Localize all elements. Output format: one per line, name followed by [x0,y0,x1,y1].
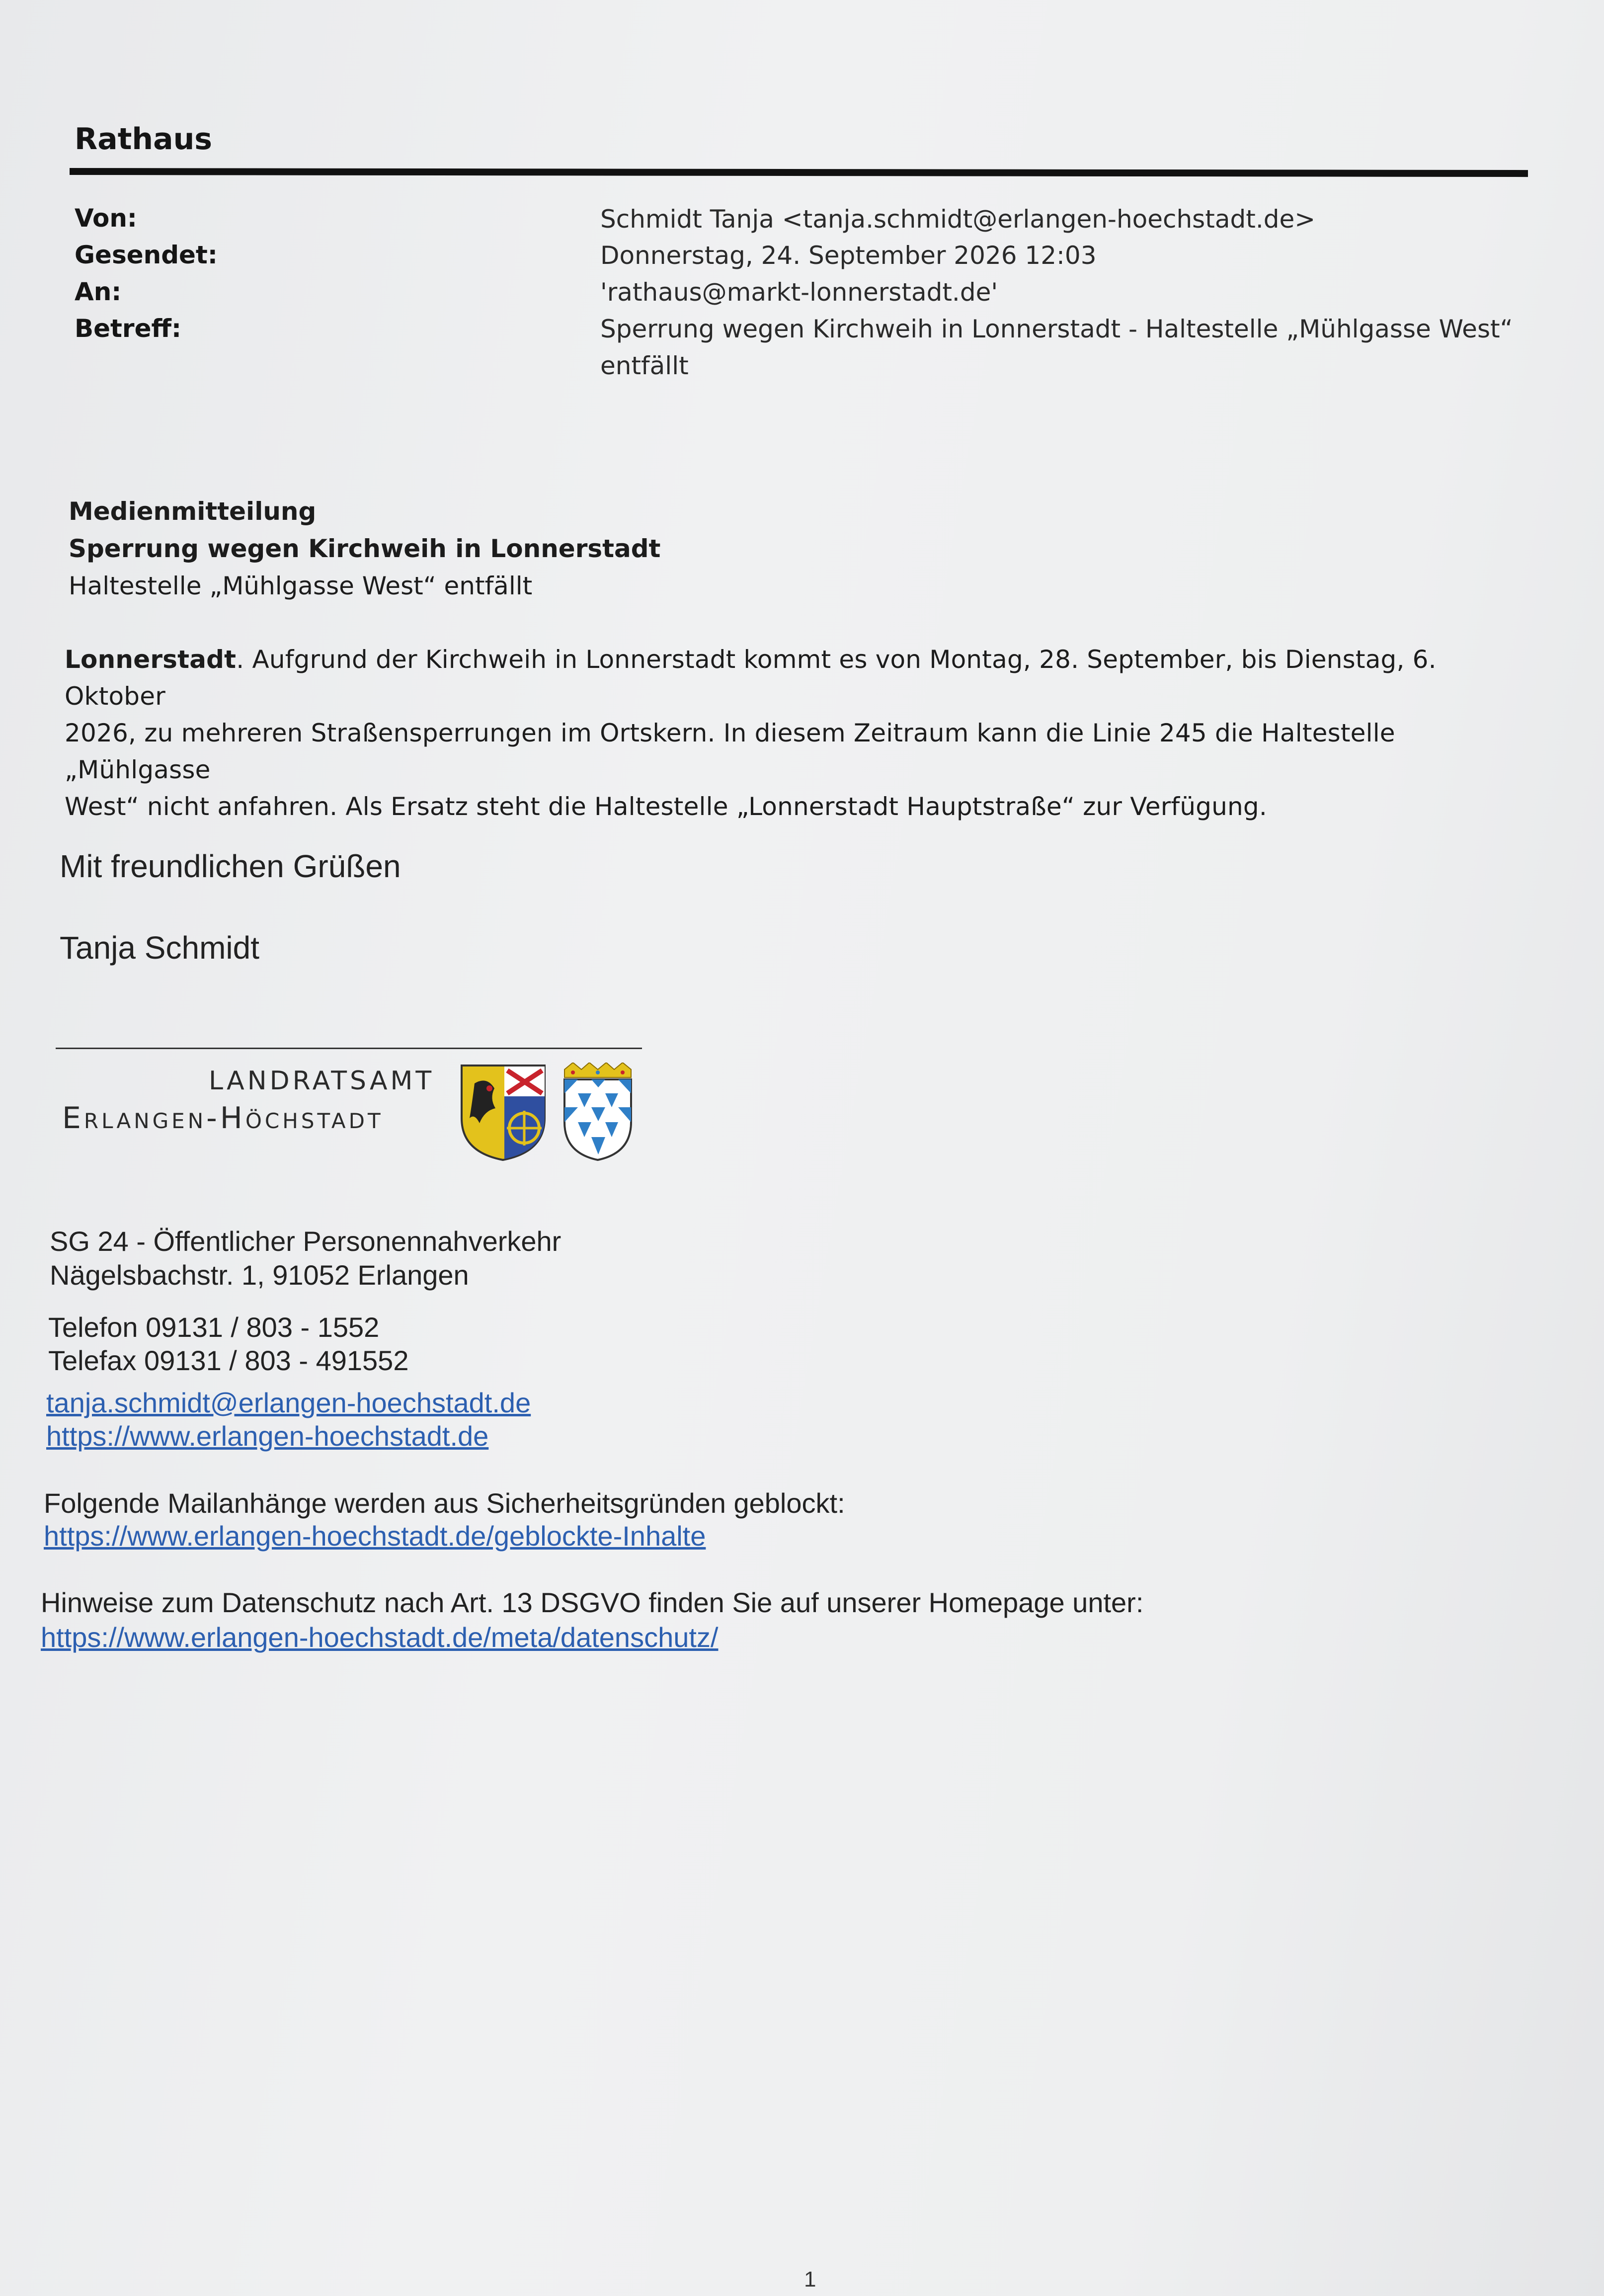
blocked-content-link[interactable]: https://www.erlangen-hoechstadt.de/geblockte-Inhalte [44,1520,706,1552]
bavarian-lozenge-coat-of-arms-icon [561,1063,635,1162]
release-subtitle: Haltestelle „Mühlgasse West“ entfällt [69,572,533,600]
paragraph-line-3: West“ nicht anfahren. Als Ersatz steht die Haltestelle „Lonnerstadt Hauptstraße“ zur Verfügung. [65,792,1267,821]
fax: Telefax 09131 / 803 - 491552 [48,1345,409,1376]
to-value: 'rathaus@markt-lonnerstadt.de' [600,278,998,307]
sent-value: Donnerstag, 24. September 2026 12:03 [600,241,1097,270]
paragraph-text-1: . Aufgrund der Kirchweih in Lonnerstadt kommt es von Montag, 28. September, bis Dienstag, 6. Oktober [65,645,1437,711]
greeting: Mit freundlichen Grüßen [60,848,401,884]
sent-label: Gesendet: [75,241,218,269]
subject-line-2: entfällt [600,351,689,380]
logo-line-1: LANDRATSAMT [209,1066,435,1096]
attachments-note: Folgende Mailanhänge werden aus Sicherheitsgründen geblockt: [44,1487,845,1519]
email-link[interactable]: tanja.schmidt@erlangen-hoechstadt.de [46,1387,531,1418]
subject-line-1: Sperrung wegen Kirchweih in Lonnerstadt - Haltestelle „Mühlgasse West“ [600,315,1513,343]
release-title: Sperrung wegen Kirchweih in Lonnerstadt [69,534,661,563]
page-number: 1 [804,2267,816,2292]
to-label: An: [75,277,122,306]
mail-title: Rathaus [75,122,213,157]
privacy-note: Hinweise zum Datenschutz nach Art. 13 DSGVO finden Sie auf unserer Homepage unter: [41,1587,1144,1618]
from-label: Von: [75,204,137,233]
release-paragraph [65,641,1530,825]
press-release-heading: Medienmitteilung [69,497,317,526]
subject-label: Betreff: [75,314,181,343]
address: Nägelsbachstr. 1, 91052 Erlangen [50,1259,469,1291]
district-coat-of-arms-icon [460,1064,547,1162]
logo-line-2: Erlangen-Höchstadt [62,1101,384,1136]
paragraph-line-1 [65,641,1530,715]
signature-name: Tanja Schmidt [60,930,259,966]
phone: Telefon 09131 / 803 - 1552 [48,1312,380,1343]
department: SG 24 - Öffentlicher Personennahverkehr [50,1226,561,1257]
place-name: Lonnerstadt [65,645,237,674]
website-link[interactable]: https://www.erlangen-hoechstadt.de [46,1420,489,1452]
paragraph-line-2: 2026, zu mehreren Straßensperrungen im Ortskern. In diesem Zeitraum kann die Linie 245 die Haltestelle „Mühlgasse [65,719,1395,784]
from-value: Schmidt Tanja <tanja.schmidt@erlangen-hoechstadt.de> [600,205,1316,234]
title-divider [70,168,1528,177]
privacy-link[interactable]: https://www.erlangen-hoechstadt.de/meta/datenschutz/ [41,1622,719,1653]
signature-divider [56,1048,642,1049]
